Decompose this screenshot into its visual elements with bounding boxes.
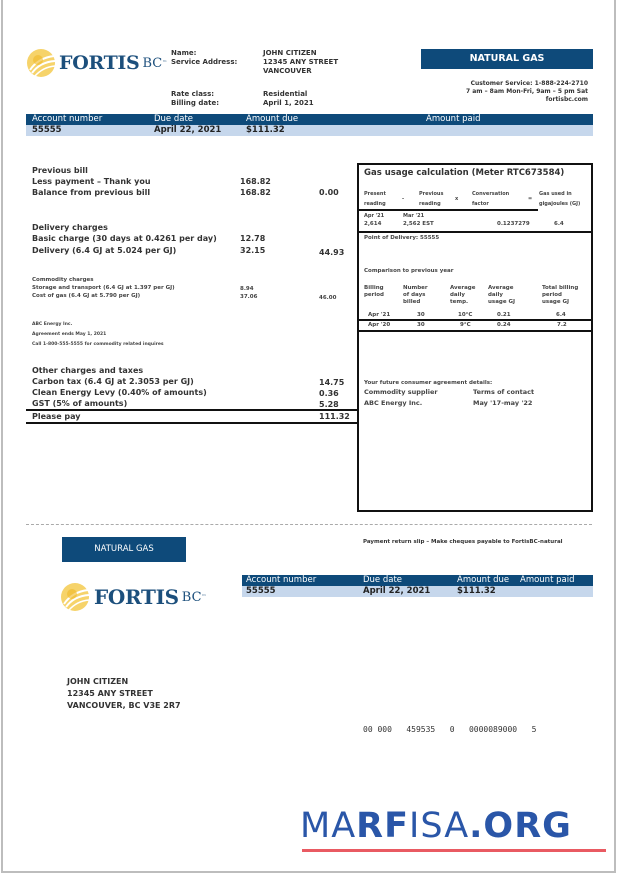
summary-header-due-date: Due date [154,114,194,124]
slip-account-number: 55555 [246,586,276,596]
previous-reading-header: Previous reading [419,191,444,207]
slip-logo-wordmark: FORTIS [94,585,179,609]
service-address-label: Service Address: [171,58,238,66]
please-pay-bottom-rule [26,422,357,424]
slip-payment-note: Payment return slip – Make cheques payable to FortisBC-natural [363,539,563,545]
watermark-underline [302,849,606,852]
comparison-title: Comparison to previous year [364,268,454,274]
commodity-note-call: Call 1-800-555-5555 for commodity related inquires [32,342,164,347]
summary-header-bar [26,114,593,125]
equals-operator: = [528,196,533,202]
comparison-row2-daily: 0.24 [497,322,511,328]
less-payment-label: Less payment – Thank you [32,177,151,186]
commodity-total: 46.00 [319,295,337,301]
future-agreement-title: Your future consumer agreement details: [364,380,493,386]
slip-values-bar [242,586,593,597]
marfisa-watermark: MARFISA.ORG [300,806,572,846]
less-payment-amount: 168.82 [240,177,271,186]
carbon-tax-label: Carbon tax (6.4 GJ at 2.3053 per GJ) [32,377,194,386]
delivery-total: 44.93 [319,248,345,257]
carbon-tax-total: 14.75 [319,378,345,387]
conversion-factor-header: Conversation factor [472,191,510,207]
comparison-row1-temp: 10°C [458,312,473,318]
slip-due-date: April 22, 2021 [363,586,431,596]
customer-address-line1: 12345 ANY STREET [263,58,339,66]
cost-of-gas-amount: 37.06 [240,294,258,300]
future-terms-header: Terms of contact [473,388,535,396]
present-reading-date: Apr '21 [364,213,385,219]
point-of-delivery: Point of Delivery: 55555 [364,235,440,241]
storage-label: Storage and transport (6.4 GJ at 1.397 per GJ) [32,285,175,291]
summary-header-account: Account number [32,114,103,124]
clean-energy-label: Clean Energy Levy (0.40% of amounts) [32,388,207,397]
rate-class-value: Residential [263,90,308,98]
gst-total: 5.28 [319,400,339,409]
gas-usage-box [357,163,593,512]
summary-due-date: April 22, 2021 [154,125,222,135]
please-pay-label: Please pay [32,412,81,421]
website-link[interactable]: fortisbc.com [545,96,588,103]
customer-name: JOHN CITIZEN [263,49,317,57]
customer-service-hours: 7 am – 8am Mon-Fri, 9am – 5 pm Sat [465,88,588,95]
comparison-header-total-usage: Total billing period usage GJ [542,285,579,305]
cost-of-gas-label: Cost of gas (6.4 GJ at 5.790 per GJ) [32,293,141,299]
basic-charge-amount: 12.78 [240,234,266,243]
delivery-label: Delivery (6.4 GJ at 5.024 per GJ) [32,246,177,255]
slip-address-city: VANCOUVER, BC V3E 2R7 [67,701,181,710]
slip-logo-tm: ™ [201,594,207,600]
delivery-amount: 32.15 [240,246,266,255]
billing-date-label: Billing date: [171,99,219,107]
summary-account-number: 55555 [32,125,62,135]
comparison-row1-total: 6.4 [556,312,566,318]
commodity-note-agreement: Agreement ends May 1, 2021 [32,332,107,337]
slip-logo-suffix: BC [181,589,202,605]
micr-line: 00 000 459535 0 0000089000 5 [363,725,537,734]
comparison-row1-daily: 0.21 [497,312,511,318]
slip-header-amount-paid: Amount paid [520,575,575,585]
billing-date-value: April 1, 2021 [263,99,314,107]
name-label: Name: [171,49,197,57]
times-operator: x [455,196,459,202]
customer-address-line2: VANCOUVER [263,67,312,75]
slip-header-amount-due: Amount due [457,575,510,585]
gas-usage-title: Gas usage calculation (Meter RTC673584) [364,168,565,178]
slip-header-due-date: Due date [363,575,403,585]
comparison-row2-total: 7.2 [557,322,567,328]
other-charges-title: Other charges and taxes [32,366,144,375]
comparison-header-daily-usage: Average daily usage GJ [488,285,516,305]
summary-header-amount-paid: Amount paid [426,114,481,124]
usage-header-rule [359,209,538,211]
comparison-header-days: Number of days billed [403,285,428,305]
commodity-note-supplier: ABC Energy Inc. [32,322,73,327]
comparison-row1-days: 30 [417,312,425,318]
comparison-row2-temp: 9°C [460,322,471,328]
summary-header-amount-due: Amount due [246,114,299,124]
slip-natural-gas-badge: NATURAL GAS [62,537,186,562]
future-supplier-header: Commodity supplier [364,388,438,396]
future-terms-value: May '17-may '22 [473,399,533,407]
commodity-charges-title: Commodity charges [32,277,94,283]
comparison-row2-days: 30 [417,322,425,328]
comparison-bottom-rule [359,330,591,332]
balance-previous-amount: 168.82 [240,188,271,197]
comparison-row2-period: Apr '20 [368,322,391,328]
minus-operator: - [402,196,405,202]
comparison-row1-period: Apr '21 [368,312,391,318]
comparison-header-temp: Average daily temp. [450,285,476,305]
conversion-factor-value: 0.1237279 [497,221,530,227]
slip-address-street: 12345 ANY STREET [67,689,153,698]
logo-wordmark: FORTIS [59,52,140,74]
summary-values-bar [26,125,593,136]
tear-off-line [26,524,592,525]
slip-sun-logo-icon [60,582,90,612]
slip-amount-due: $111.32 [457,586,496,596]
logo-tm: ™ [162,60,168,66]
summary-amount-due: $111.32 [246,125,285,135]
rate-class-label: Rate class: [171,90,215,98]
logo-suffix: BC [142,55,163,71]
customer-service-phone: Customer Service: 1-888-224-2710 [470,80,588,87]
slip-header-bar [242,575,593,586]
gst-label: GST (5% of amounts) [32,399,128,408]
balance-previous-label: Balance from previous bill [32,188,151,197]
gas-used-header: Gas used in gigajoules (GJ) [539,191,581,207]
present-reading-header: Present reading [364,191,386,207]
previous-reading-value: 2,562 EST [403,221,434,227]
slip-address-name: JOHN CITIZEN [67,677,129,686]
sun-logo-icon [26,48,56,78]
previous-bill-title: Previous bill [32,166,88,175]
previous-reading-date: Mar '21 [403,213,425,219]
basic-charge-label: Basic charge (30 days at 0.4261 per day) [32,234,217,243]
future-supplier-value: ABC Energy Inc. [364,399,423,407]
comparison-header-billing-period: Billing period [364,285,384,298]
natural-gas-badge: NATURAL GAS [421,49,593,69]
gas-used-value: 6.4 [554,221,564,227]
present-reading-value: 2,614 [364,221,382,227]
fortis-logo [26,48,167,78]
delivery-charges-title: Delivery charges [32,223,108,232]
please-pay-amount: 111.32 [319,412,350,421]
clean-energy-total: 0.36 [319,389,339,398]
usage-section-rule [359,231,591,233]
slip-fortis-logo [60,582,207,612]
slip-header-account: Account number [246,575,317,585]
storage-amount: 8.94 [240,286,254,292]
balance-previous-total: 0.00 [319,188,339,197]
